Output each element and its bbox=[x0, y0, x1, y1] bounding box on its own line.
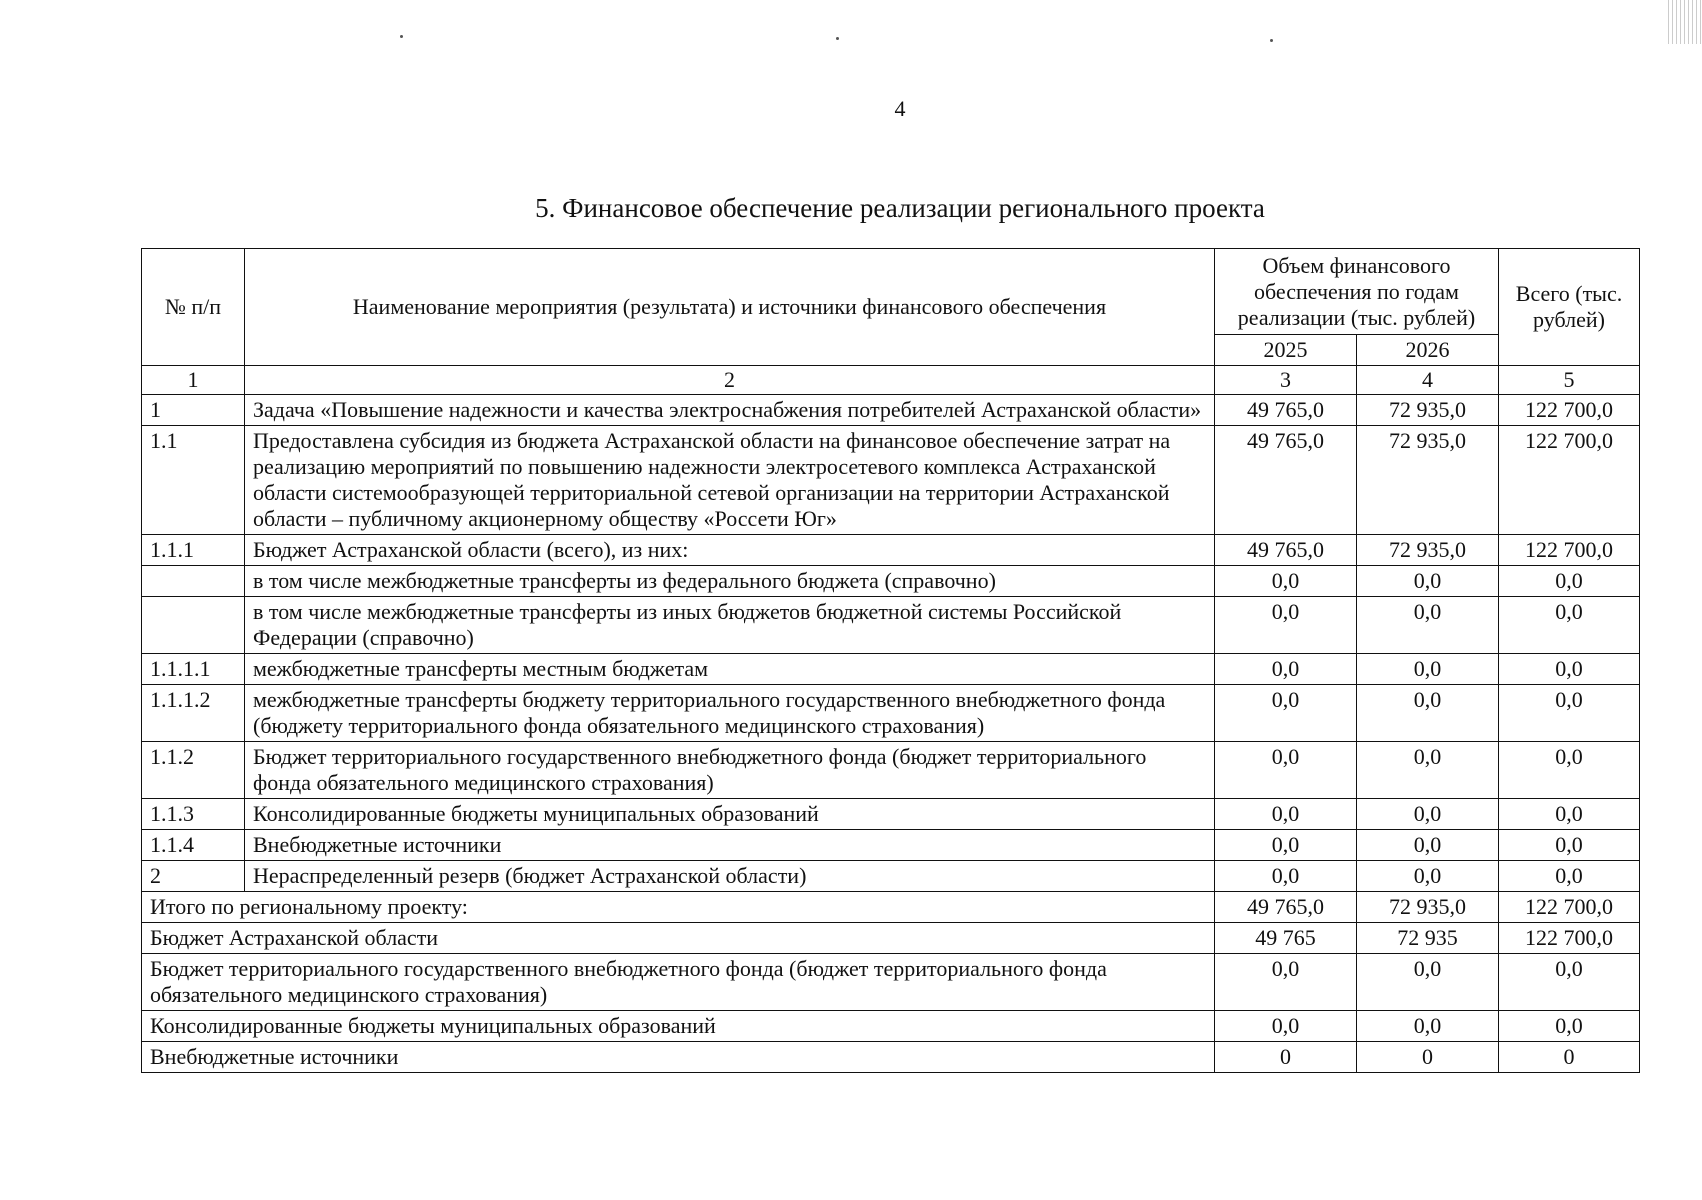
table-row bbox=[142, 861, 1640, 892]
value-total: 0,0 bbox=[1499, 830, 1640, 861]
row-code: 2 bbox=[142, 861, 245, 892]
value-total: 0,0 bbox=[1499, 799, 1640, 830]
value-2025: 0,0 bbox=[1215, 566, 1357, 597]
value-total: 0,0 bbox=[1499, 597, 1640, 654]
value-2026: 0,0 bbox=[1357, 861, 1499, 892]
value-total: 122 700,0 bbox=[1499, 395, 1640, 426]
summary-label: Бюджет Астраханской области bbox=[142, 923, 1215, 954]
value-2025: 0,0 bbox=[1215, 742, 1357, 799]
row-code bbox=[142, 566, 245, 597]
header-volume: Объем финансового обеспечения по годам реализации (тыс. рублей) bbox=[1215, 249, 1499, 335]
column-number: 5 bbox=[1499, 366, 1640, 395]
table-row bbox=[142, 597, 1640, 654]
row-code: 1.1.1.1 bbox=[142, 654, 245, 685]
header-num: № п/п bbox=[142, 249, 245, 366]
summary-value-2025: 49 765,0 bbox=[1215, 892, 1357, 923]
summary-value-total: 0,0 bbox=[1499, 954, 1640, 1011]
value-2025: 49 765,0 bbox=[1215, 535, 1357, 566]
scan-speck bbox=[1270, 39, 1273, 42]
row-code: 1.1 bbox=[142, 426, 245, 535]
header-year-2025: 2025 bbox=[1215, 335, 1357, 366]
financing-table bbox=[141, 248, 1640, 1073]
table-row bbox=[142, 395, 1640, 426]
row-name: Внебюджетные источники bbox=[245, 830, 1215, 861]
value-2025: 0,0 bbox=[1215, 830, 1357, 861]
summary-row bbox=[142, 1042, 1640, 1073]
value-total: 0,0 bbox=[1499, 742, 1640, 799]
summary-value-2026: 72 935 bbox=[1357, 923, 1499, 954]
table-row bbox=[142, 426, 1640, 535]
row-name: Бюджет Астраханской области (всего), из них: bbox=[245, 535, 1215, 566]
summary-value-2026: 0,0 bbox=[1357, 1011, 1499, 1042]
value-total: 0,0 bbox=[1499, 861, 1640, 892]
header-year-2026: 2026 bbox=[1357, 335, 1499, 366]
value-2025: 49 765,0 bbox=[1215, 395, 1357, 426]
summary-value-2025: 0 bbox=[1215, 1042, 1357, 1073]
header-total: Всего (тыс. рублей) bbox=[1499, 249, 1640, 366]
summary-row bbox=[142, 923, 1640, 954]
summary-row bbox=[142, 1011, 1640, 1042]
value-2026: 72 935,0 bbox=[1357, 535, 1499, 566]
value-total: 122 700,0 bbox=[1499, 426, 1640, 535]
table-row bbox=[142, 742, 1640, 799]
table-row bbox=[142, 830, 1640, 861]
table-row bbox=[142, 685, 1640, 742]
row-name: межбюджетные трансферты местным бюджетам bbox=[245, 654, 1215, 685]
row-name: межбюджетные трансферты бюджету территориального государственного внебюджетного фонда (бюджету территориального фонда обязательного медицинского страхования) bbox=[245, 685, 1215, 742]
row-name: Задача «Повышение надежности и качества электроснабжения потребителей Астраханской области» bbox=[245, 395, 1215, 426]
column-number: 2 bbox=[245, 366, 1215, 395]
row-name: Бюджет территориального государственного внебюджетного фонда (бюджет территориального фонда обязательного медицинского страхования) bbox=[245, 742, 1215, 799]
summary-value-2026: 0 bbox=[1357, 1042, 1499, 1073]
value-2026: 72 935,0 bbox=[1357, 426, 1499, 535]
value-total: 0,0 bbox=[1499, 685, 1640, 742]
value-2025: 0,0 bbox=[1215, 799, 1357, 830]
table-row bbox=[142, 654, 1640, 685]
value-2026: 0,0 bbox=[1357, 742, 1499, 799]
table-row bbox=[142, 799, 1640, 830]
value-total: 122 700,0 bbox=[1499, 535, 1640, 566]
row-name: в том числе межбюджетные трансферты из федерального бюджета (справочно) bbox=[245, 566, 1215, 597]
value-2026: 0,0 bbox=[1357, 685, 1499, 742]
row-name: Нераспределенный резерв (бюджет Астраханской области) bbox=[245, 861, 1215, 892]
value-total: 0,0 bbox=[1499, 654, 1640, 685]
summary-value-total: 122 700,0 bbox=[1499, 923, 1640, 954]
table-body bbox=[142, 395, 1640, 1073]
scan-edge-artifact bbox=[1668, 0, 1702, 44]
summary-value-2025: 0,0 bbox=[1215, 954, 1357, 1011]
summary-row bbox=[142, 954, 1640, 1011]
scan-speck bbox=[400, 35, 403, 38]
row-code: 1.1.1.2 bbox=[142, 685, 245, 742]
row-code: 1 bbox=[142, 395, 245, 426]
row-code: 1.1.3 bbox=[142, 799, 245, 830]
value-total: 0,0 bbox=[1499, 566, 1640, 597]
summary-label: Бюджет территориального государственного внебюджетного фонда (бюджет территориального фонда обязательного медицинского страхования) bbox=[142, 954, 1215, 1011]
summary-value-total: 0,0 bbox=[1499, 1011, 1640, 1042]
value-2026: 0,0 bbox=[1357, 654, 1499, 685]
summary-row bbox=[142, 892, 1640, 923]
summary-value-2025: 49 765 bbox=[1215, 923, 1357, 954]
column-number: 1 bbox=[142, 366, 245, 395]
section-title: 5. Финансовое обеспечение реализации регионального проекта bbox=[535, 193, 1265, 223]
summary-value-2026: 0,0 bbox=[1357, 954, 1499, 1011]
row-name: в том числе межбюджетные трансферты из иных бюджетов бюджетной системы Российской Федерации (справочно) bbox=[245, 597, 1215, 654]
value-2025: 49 765,0 bbox=[1215, 426, 1357, 535]
summary-value-2026: 72 935,0 bbox=[1357, 892, 1499, 923]
column-number: 4 bbox=[1357, 366, 1499, 395]
row-code: 1.1.1 bbox=[142, 535, 245, 566]
table-row bbox=[142, 566, 1640, 597]
summary-value-2025: 0,0 bbox=[1215, 1011, 1357, 1042]
value-2026: 0,0 bbox=[1357, 566, 1499, 597]
row-code: 1.1.2 bbox=[142, 742, 245, 799]
summary-label: Внебюджетные источники bbox=[142, 1042, 1215, 1073]
summary-value-total: 122 700,0 bbox=[1499, 892, 1640, 923]
row-code bbox=[142, 597, 245, 654]
summary-label: Консолидированные бюджеты муниципальных образований bbox=[142, 1011, 1215, 1042]
value-2025: 0,0 bbox=[1215, 597, 1357, 654]
value-2025: 0,0 bbox=[1215, 861, 1357, 892]
value-2026: 0,0 bbox=[1357, 830, 1499, 861]
value-2026: 0,0 bbox=[1357, 799, 1499, 830]
row-name: Предоставлена субсидия из бюджета Астраханской области на финансовое обеспечение затрат на реализацию мероприятий по повышению надежности электросетевого комплекса Астраханской области системообразующей территориальной сетевой организации на территории Астраханской области – публичному акционерному обществу «Россети Юг» bbox=[245, 426, 1215, 535]
row-name: Консолидированные бюджеты муниципальных образований bbox=[245, 799, 1215, 830]
value-2026: 72 935,0 bbox=[1357, 395, 1499, 426]
value-2025: 0,0 bbox=[1215, 654, 1357, 685]
scan-speck bbox=[836, 37, 839, 40]
value-2025: 0,0 bbox=[1215, 685, 1357, 742]
summary-label: Итого по региональному проекту: bbox=[142, 892, 1215, 923]
value-2026: 0,0 bbox=[1357, 597, 1499, 654]
page-number: 4 bbox=[894, 96, 906, 121]
column-number: 3 bbox=[1215, 366, 1357, 395]
row-code: 1.1.4 bbox=[142, 830, 245, 861]
header-name: Наименование мероприятия (результата) и источники финансового обеспечения bbox=[245, 249, 1215, 366]
table-row bbox=[142, 535, 1640, 566]
column-number-row bbox=[142, 366, 1640, 395]
summary-value-total: 0 bbox=[1499, 1042, 1640, 1073]
